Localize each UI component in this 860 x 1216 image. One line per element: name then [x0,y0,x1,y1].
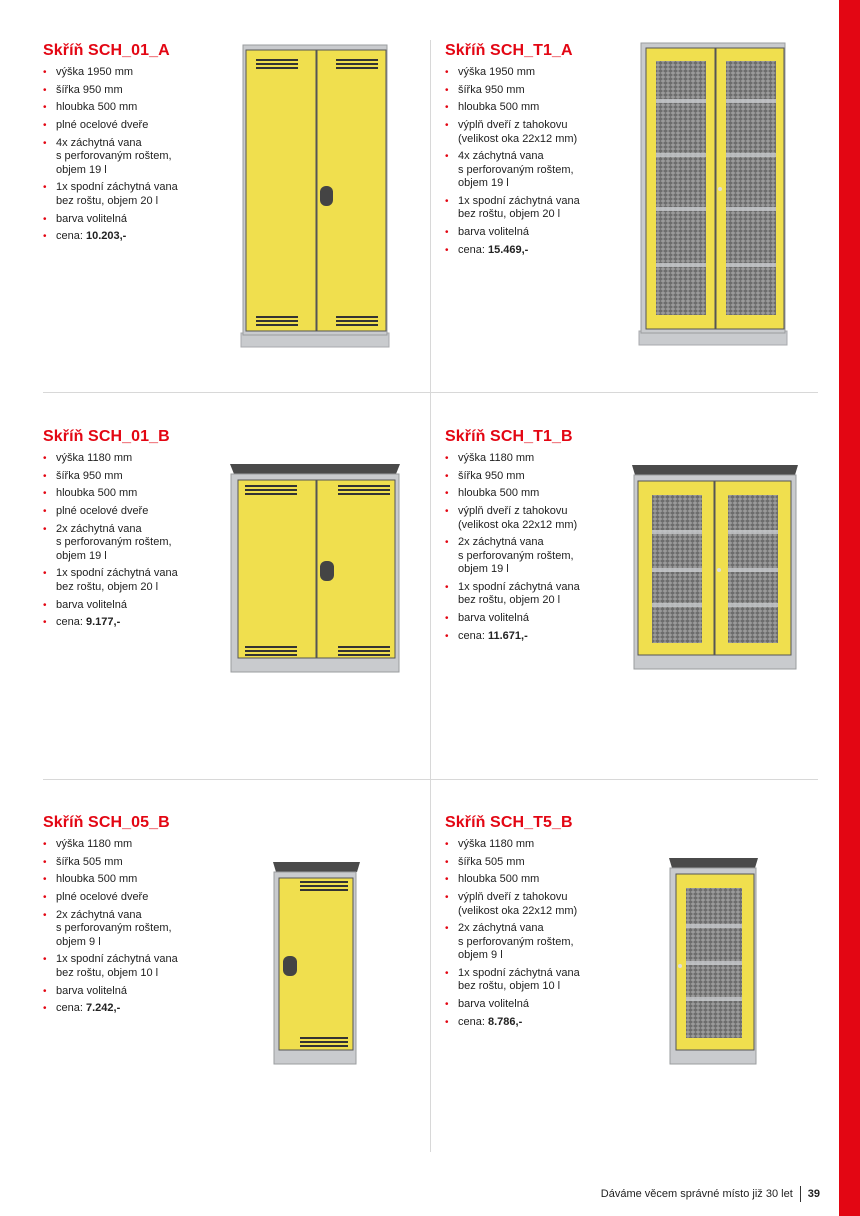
spec-item: • barva volitelná [445,612,625,626]
spec-item: • šířka 950 mm [445,470,625,484]
spec-item: • výška 1180 mm [43,838,223,852]
price-label: cena: [56,1002,83,1015]
spec-item: • 2x záchytná vana s perforovaným roštem, objem 9 l [43,909,223,950]
spec-item: • barva volitelná [43,599,223,613]
spec-item: • výška 1950 mm [43,66,223,80]
product-block-sch-t5-b [445,814,625,1034]
spec-item: • 2x záchytná vana s perforovaným roštem, objem 19 l [43,523,223,564]
product-block-sch-05-b [43,814,223,1020]
spec-item: • 1x spodní záchytná vana bez roštu, objem 20 l [43,567,223,594]
spec-item: • výplň dveří z tahokovu (velikost oka 22x12 mm) [445,119,625,146]
spec-item: • barva volitelná [43,985,223,999]
spec-item: • 1x spodní záchytná vana bez roštu, objem 10 l [445,967,625,994]
spec-item: • barva volitelná [445,998,625,1012]
price-item [43,230,223,244]
cabinet-image-sch-t5-b [668,856,760,1070]
price-value: 9.177,- [85,616,121,629]
spec-item: • 2x záchytná vana s perforovaným roštem, objem 19 l [445,536,625,577]
price-label: cena: [56,230,83,243]
spec-list [445,452,625,643]
spec-item: • 1x spodní záchytná vana bez roštu, objem 20 l [43,181,223,208]
spec-item: • 1x spodní záchytná vana bez roštu, objem 20 l [445,195,625,222]
spec-item: • šířka 505 mm [445,856,625,870]
footer-separator [800,1186,801,1202]
cabinet-image-sch-01-b [228,462,404,677]
product-block-sch-t1-b [445,428,625,648]
lock-handle-icon [283,956,297,976]
spec-item: • šířka 950 mm [43,470,223,484]
spec-item: • 4x záchytná vana s perforovaným roštem, objem 19 l [445,150,625,191]
side-accent-bar [839,0,860,1216]
price-item [445,244,625,258]
spec-item: • 4x záchytná vana s perforovaným roštem, objem 19 l [43,137,223,178]
cabinet-image-sch-t1-a [638,41,790,346]
lock-handle-icon [320,186,333,206]
price-value: 8.786,- [487,1015,523,1028]
spec-item: • výplň dveří z tahokovu (velikost oka 22x12 mm) [445,891,625,918]
door-knob-icon [678,964,682,968]
price-item [445,1016,625,1030]
price-label: cena: [458,1015,485,1028]
spec-item: • hloubka 500 mm [445,487,625,501]
price-value: 11.671,- [487,629,528,642]
product-title: Skříň SCH_T1_A [445,42,573,59]
spec-item: • hloubka 500 mm [43,101,223,115]
spec-list [43,66,223,244]
row-divider [43,392,818,393]
spec-item: • výška 1180 mm [445,452,625,466]
spec-item: • hloubka 500 mm [445,101,625,115]
spec-item: • barva volitelná [43,213,223,227]
cabinet-image-sch-t1-b [630,463,800,673]
spec-item: • výplň dveří z tahokovu (velikost oka 22x12 mm) [445,505,625,532]
price-value: 15.469,- [487,243,529,256]
cabinet-image-sch-01-a [240,43,392,348]
spec-list [43,838,223,1016]
door-knob-icon [717,568,721,572]
product-title: Skříň SCH_T5_B [445,814,573,831]
price-item [43,1002,223,1016]
spec-item: • 1x spodní záchytná vana bez roštu, objem 20 l [445,581,625,608]
spec-item: • plné ocelové dveře [43,891,223,905]
product-title: Skříň SCH_01_B [43,428,170,445]
product-block-sch-t1-a [445,42,625,262]
lock-handle-icon [320,561,334,581]
page-number: 39 [807,1188,820,1200]
spec-item: • šířka 950 mm [445,84,625,98]
spec-item: • 2x záchytná vana s perforovaným roštem, objem 9 l [445,922,625,963]
price-value: 7.242,- [85,1002,121,1015]
column-divider [430,40,431,392]
column-divider [430,393,431,779]
column-divider [430,780,431,1152]
spec-item: • hloubka 500 mm [43,873,223,887]
spec-item: • barva volitelná [445,226,625,240]
footer-slogan: Dáváme věcem správné místo již 30 let [600,1188,793,1200]
spec-item: • výška 1180 mm [43,452,223,466]
spec-item: • hloubka 500 mm [43,487,223,501]
price-label: cena: [458,629,485,642]
spec-list [43,452,223,630]
spec-item: • výška 1950 mm [445,66,625,80]
door-knob-icon [718,187,722,191]
spec-list [445,66,625,257]
product-title: Skříň SCH_01_A [43,42,170,59]
spec-item: • 1x spodní záchytná vana bez roštu, objem 10 l [43,953,223,980]
product-block-sch-01-a [43,42,223,248]
spec-list [445,838,625,1029]
cabinet-image-sch-05-b [272,860,362,1070]
product-title: Skříň SCH_T1_B [445,428,573,445]
spec-item: • plné ocelové dveře [43,119,223,133]
spec-item: • hloubka 500 mm [445,873,625,887]
row-divider [43,779,818,780]
product-block-sch-01-b [43,428,223,634]
spec-item: • šířka 950 mm [43,84,223,98]
spec-item: • šířka 505 mm [43,856,223,870]
page-footer [601,1186,820,1202]
price-item [43,616,223,630]
price-item [445,630,625,644]
price-value: 10.203,- [85,230,127,243]
price-label: cena: [56,616,83,629]
spec-item: • plné ocelové dveře [43,505,223,519]
product-title: Skříň SCH_05_B [43,814,170,831]
spec-item: • výška 1180 mm [445,838,625,852]
price-label: cena: [458,243,485,256]
